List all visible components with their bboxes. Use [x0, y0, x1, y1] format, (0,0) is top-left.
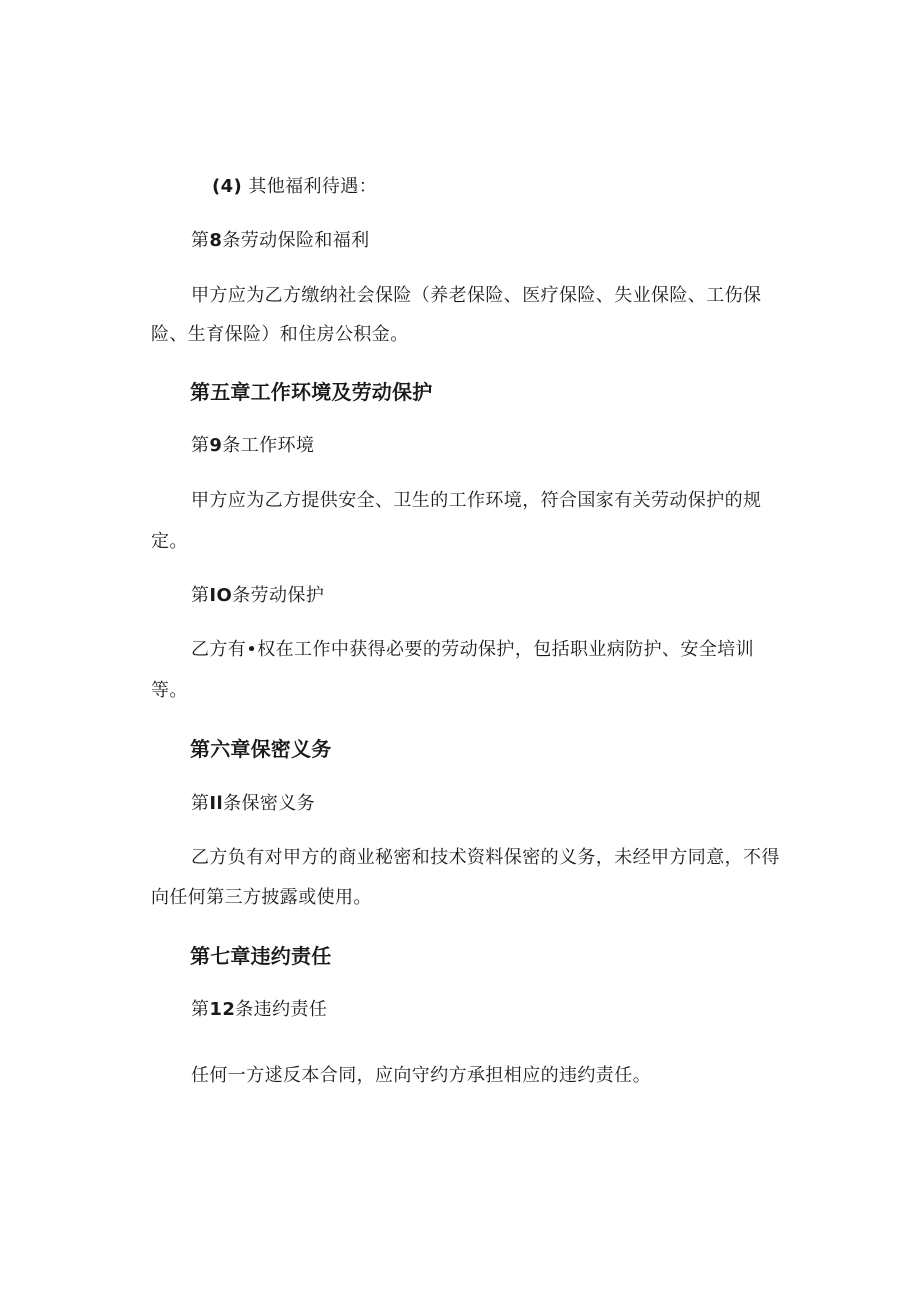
article-10-body-line-1: 乙方有•权在工作中获得必要的劳动保护，包括职业病防护、安全培训: [191, 639, 755, 660]
article-prefix: 第: [191, 230, 210, 251]
article-number: IO: [209, 585, 233, 606]
article-prefix: 第: [191, 999, 210, 1020]
article-number: Il: [209, 793, 224, 814]
article-9-body-line-1: 甲方应为乙方提供安全、卫生的工作环境，符合国家有关劳动保护的规: [191, 490, 762, 511]
article-11-body-line-2: 向任何第三方披露或使用。: [151, 887, 372, 908]
list-item-text: 其他福利待遇：: [248, 176, 378, 197]
article-title: 条劳动保险和福利: [222, 230, 370, 251]
article-prefix: 第: [191, 585, 210, 606]
list-item-4: [212, 175, 377, 199]
article-title: 条工作环境: [222, 435, 315, 456]
article-11-body-line-1: 乙方负有对甲方的商业秘密和技术资料保密的义务，未经甲方同意，不得: [191, 847, 780, 868]
article-11-heading: [191, 792, 315, 816]
article-8-body-line-2: 险、生育保险）和住房公积金。: [151, 324, 409, 345]
article-12-body-line-1: 任何一方逑反本合同，应向守约方承担相应的违约责任。: [191, 1065, 651, 1086]
chapter-6-heading: 第六章保密义务: [190, 737, 332, 761]
list-item-marker: (4): [212, 176, 243, 197]
chapter-5-heading: 第五章工作环境及劳动保护: [190, 380, 433, 404]
article-title: 条保密义务: [223, 793, 316, 814]
article-prefix: 第: [191, 435, 210, 456]
chapter-7-heading: 第七章违约责任: [190, 944, 332, 968]
article-title: 条违约责任: [235, 999, 328, 1020]
article-8-body-line-1: 甲方应为乙方缴纳社会保险（养老保险、医疗保险、失业保险、工伤保: [191, 285, 762, 306]
article-number: 12: [209, 999, 236, 1020]
article-10-heading: [191, 584, 324, 608]
article-12-heading: [191, 998, 327, 1022]
article-9-body-line-2: 定。: [151, 531, 188, 552]
article-number: 8: [209, 230, 223, 251]
article-title: 条劳动保护: [232, 585, 325, 606]
article-9-heading: [191, 434, 314, 458]
article-8-heading: [191, 229, 370, 253]
article-number: 9: [209, 435, 223, 456]
article-prefix: 第: [191, 793, 210, 814]
article-10-body-line-2: 等。: [151, 680, 188, 701]
